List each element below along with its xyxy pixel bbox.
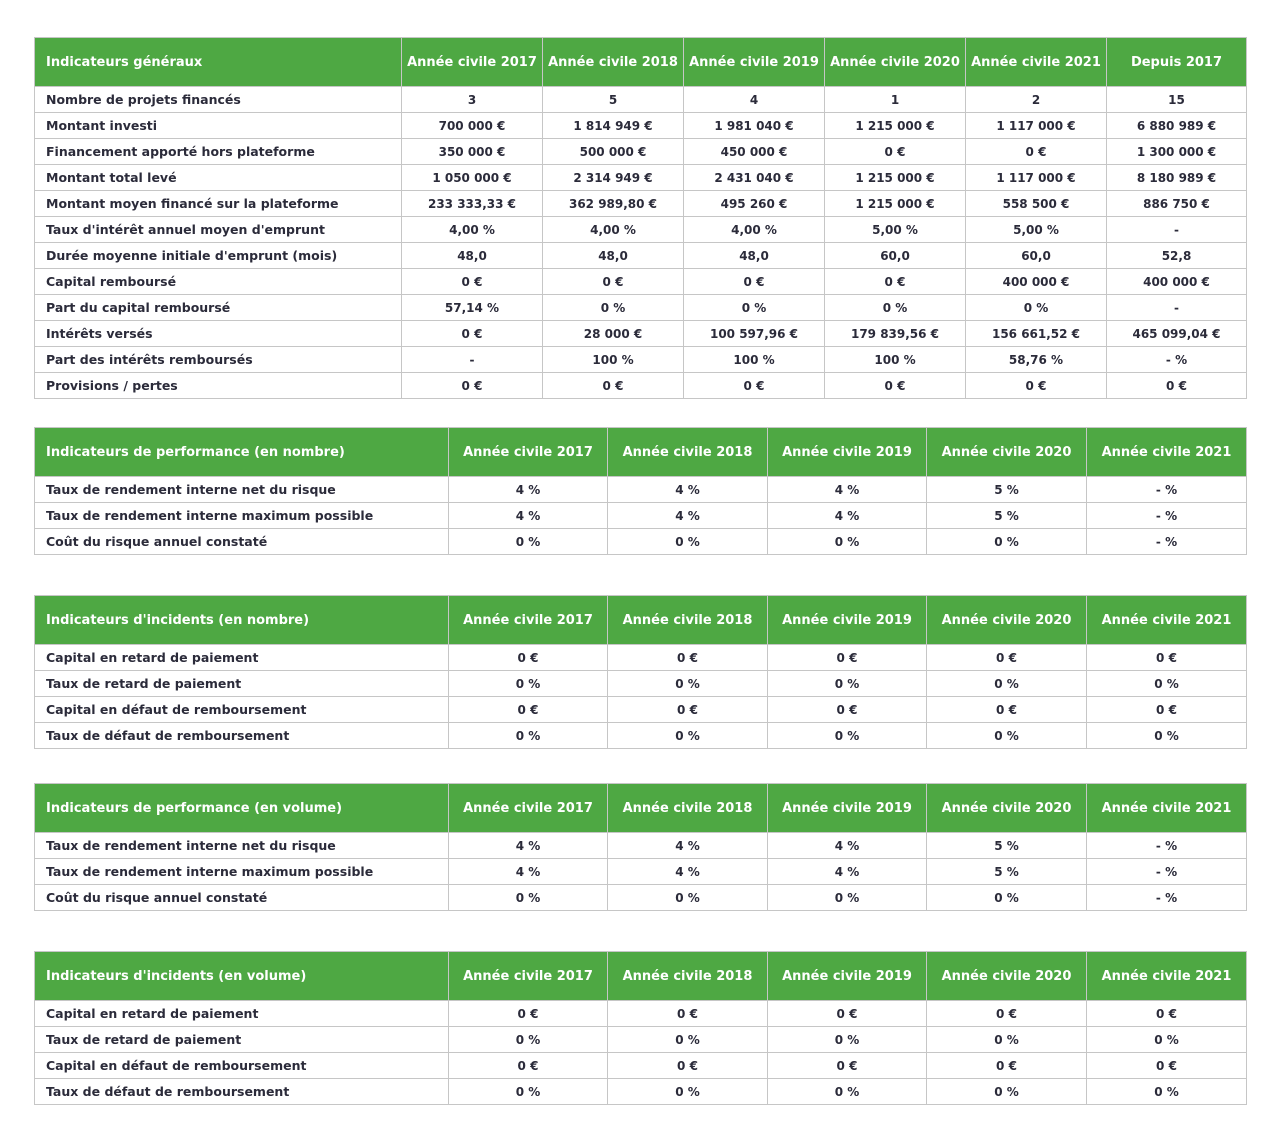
table-cell: 886 750 €	[1107, 191, 1247, 217]
table-cell: 0 €	[449, 697, 608, 723]
performance-count-table	[34, 427, 1247, 555]
table-row	[35, 113, 1247, 139]
table-row	[35, 859, 1247, 885]
table-cell: 0 €	[402, 269, 543, 295]
table-cell: 0 %	[543, 295, 684, 321]
table-cell: 1 117 000 €	[966, 113, 1107, 139]
table-cell: 48,0	[543, 243, 684, 269]
table-cell: 233 333,33 €	[402, 191, 543, 217]
table-cell: - %	[1107, 347, 1247, 373]
column-header: Année civile 2017	[402, 38, 543, 87]
table-cell: 0 %	[768, 1079, 927, 1105]
table-row	[35, 139, 1247, 165]
table-row	[35, 833, 1247, 859]
table-row	[35, 1053, 1247, 1079]
table-cell: 48,0	[402, 243, 543, 269]
table-cell: 0 €	[402, 373, 543, 399]
column-header: Année civile 2019	[768, 596, 927, 645]
column-header: Année civile 2021	[1087, 952, 1247, 1001]
table-cell: 4 %	[768, 477, 927, 503]
row-label: Provisions / pertes	[35, 373, 402, 399]
column-header: Depuis 2017	[1107, 38, 1247, 87]
table-cell: 0 €	[608, 697, 768, 723]
column-header: Indicateurs d'incidents (en volume)	[35, 952, 449, 1001]
table-cell: 0 €	[1107, 373, 1247, 399]
table-cell: -	[1107, 217, 1247, 243]
table-cell: 0 €	[449, 645, 608, 671]
table-cell: 0 €	[768, 697, 927, 723]
table-cell: 4 %	[768, 503, 927, 529]
table-cell: 0 %	[608, 1027, 768, 1053]
table-cell: 4 %	[449, 833, 608, 859]
table-cell: 0 %	[608, 529, 768, 555]
column-header: Indicateurs d'incidents (en nombre)	[35, 596, 449, 645]
table-cell: 0 %	[927, 885, 1087, 911]
table-row	[35, 295, 1247, 321]
table-cell: 58,76 %	[966, 347, 1107, 373]
table-cell: 1	[825, 87, 966, 113]
table-header-row	[35, 38, 1247, 87]
table-cell: 5 %	[927, 833, 1087, 859]
table-cell: 558 500 €	[966, 191, 1107, 217]
table-cell: 8 180 989 €	[1107, 165, 1247, 191]
table-cell: 0 %	[449, 1079, 608, 1105]
table-cell: 5 %	[927, 859, 1087, 885]
row-label: Taux de rendement interne net du risque	[35, 833, 449, 859]
table-cell: 0 €	[825, 139, 966, 165]
table-cell: 60,0	[825, 243, 966, 269]
row-label: Taux de retard de paiement	[35, 1027, 449, 1053]
table-cell: 0 %	[449, 723, 608, 749]
general-indicators-table	[34, 37, 1247, 399]
row-label: Montant investi	[35, 113, 402, 139]
table-cell: 0 €	[1087, 1001, 1247, 1027]
row-label: Capital remboursé	[35, 269, 402, 295]
table-cell: - %	[1087, 859, 1247, 885]
table-cell: 179 839,56 €	[825, 321, 966, 347]
row-label: Taux de défaut de remboursement	[35, 1079, 449, 1105]
row-label: Capital en défaut de remboursement	[35, 1053, 449, 1079]
table-row	[35, 885, 1247, 911]
table-cell: 0 €	[825, 373, 966, 399]
table-cell: 0 €	[966, 373, 1107, 399]
table-cell: 400 000 €	[1107, 269, 1247, 295]
table-cell: 1 300 000 €	[1107, 139, 1247, 165]
table-row	[35, 1027, 1247, 1053]
table-cell: 0 %	[1087, 1027, 1247, 1053]
table-cell: 48,0	[684, 243, 825, 269]
table-cell: 350 000 €	[402, 139, 543, 165]
table-cell: 1 981 040 €	[684, 113, 825, 139]
table-row	[35, 191, 1247, 217]
table-cell: 0 €	[768, 645, 927, 671]
table-row	[35, 697, 1247, 723]
table-cell: 1 814 949 €	[543, 113, 684, 139]
row-label: Capital en retard de paiement	[35, 645, 449, 671]
table-cell: 4	[684, 87, 825, 113]
table-cell: -	[1107, 295, 1247, 321]
table-cell: 2 314 949 €	[543, 165, 684, 191]
table-row	[35, 373, 1247, 399]
table-cell: 100 %	[825, 347, 966, 373]
column-header: Indicateurs généraux	[35, 38, 402, 87]
table-cell: 4 %	[608, 833, 768, 859]
table-cell: 362 989,80 €	[543, 191, 684, 217]
table-cell: 450 000 €	[684, 139, 825, 165]
table-cell: 0 €	[927, 1001, 1087, 1027]
column-header: Année civile 2018	[608, 596, 768, 645]
table-cell: 0 %	[768, 723, 927, 749]
table-cell: 0 %	[768, 1027, 927, 1053]
column-header: Année civile 2018	[608, 784, 768, 833]
table-cell: 57,14 %	[402, 295, 543, 321]
table-row	[35, 269, 1247, 295]
table-row	[35, 529, 1247, 555]
table-cell: 4,00 %	[402, 217, 543, 243]
table-cell: 2 431 040 €	[684, 165, 825, 191]
table-cell: 100 %	[684, 347, 825, 373]
table-cell: 0 €	[608, 645, 768, 671]
column-header: Année civile 2020	[927, 596, 1087, 645]
table-cell: 28 000 €	[543, 321, 684, 347]
table-cell: 0 €	[449, 1053, 608, 1079]
row-label: Montant total levé	[35, 165, 402, 191]
table-cell: 0 %	[768, 885, 927, 911]
column-header: Année civile 2021	[1087, 784, 1247, 833]
table-cell: 0 %	[684, 295, 825, 321]
table-cell: 3	[402, 87, 543, 113]
table-cell: 400 000 €	[966, 269, 1107, 295]
table-cell: 1 215 000 €	[825, 113, 966, 139]
column-header: Indicateurs de performance (en nombre)	[35, 428, 449, 477]
row-label: Coût du risque annuel constaté	[35, 885, 449, 911]
table-row	[35, 243, 1247, 269]
table-cell: 0 €	[449, 1001, 608, 1027]
table-row	[35, 503, 1247, 529]
row-label: Capital en défaut de remboursement	[35, 697, 449, 723]
table-cell: 4 %	[768, 833, 927, 859]
column-header: Année civile 2021	[966, 38, 1107, 87]
row-label: Taux de rendement interne net du risque	[35, 477, 449, 503]
table-cell: 0 %	[927, 671, 1087, 697]
row-label: Durée moyenne initiale d'emprunt (mois)	[35, 243, 402, 269]
table-cell: 6 880 989 €	[1107, 113, 1247, 139]
table-cell: 100 597,96 €	[684, 321, 825, 347]
column-header: Année civile 2020	[927, 952, 1087, 1001]
table-cell: 100 %	[543, 347, 684, 373]
table-cell: 0 %	[608, 723, 768, 749]
column-header: Année civile 2020	[825, 38, 966, 87]
column-header: Année civile 2018	[608, 952, 768, 1001]
table-cell: 5 %	[927, 503, 1087, 529]
table-cell: 0 %	[608, 1079, 768, 1105]
table-cell: 0 %	[927, 1027, 1087, 1053]
incidents-volume-table	[34, 951, 1247, 1105]
column-header: Année civile 2020	[927, 428, 1087, 477]
table-cell: 0 %	[927, 529, 1087, 555]
table-cell: 4,00 %	[543, 217, 684, 243]
table-cell: 4 %	[608, 477, 768, 503]
table-cell: 0 €	[825, 269, 966, 295]
table-cell: 0 €	[543, 269, 684, 295]
table-cell: - %	[1087, 885, 1247, 911]
table-cell: 0 €	[684, 373, 825, 399]
table-cell: 4 %	[449, 859, 608, 885]
table-cell: 52,8	[1107, 243, 1247, 269]
table-row	[35, 87, 1247, 113]
table-cell: 0 €	[684, 269, 825, 295]
column-header: Année civile 2017	[449, 596, 608, 645]
table-cell: 4,00 %	[684, 217, 825, 243]
row-label: Capital en retard de paiement	[35, 1001, 449, 1027]
performance-volume-table	[34, 783, 1247, 911]
table-cell: 0 €	[966, 139, 1107, 165]
table-cell: 0 €	[402, 321, 543, 347]
table-cell: 0 €	[768, 1053, 927, 1079]
table-cell: 465 099,04 €	[1107, 321, 1247, 347]
table-cell: 0 %	[1087, 1079, 1247, 1105]
column-header: Indicateurs de performance (en volume)	[35, 784, 449, 833]
table-cell: 2	[966, 87, 1107, 113]
table-row	[35, 321, 1247, 347]
table-cell: 0 €	[927, 697, 1087, 723]
table-cell: 0 €	[608, 1001, 768, 1027]
table-row	[35, 347, 1247, 373]
table-cell: 4 %	[608, 859, 768, 885]
table-cell: 15	[1107, 87, 1247, 113]
column-header: Année civile 2017	[449, 428, 608, 477]
column-header: Année civile 2019	[684, 38, 825, 87]
incidents-count-table	[34, 595, 1247, 749]
row-label: Montant moyen financé sur la plateforme	[35, 191, 402, 217]
table-cell: 0 €	[768, 1001, 927, 1027]
table-cell: 0 €	[543, 373, 684, 399]
column-header: Année civile 2019	[768, 784, 927, 833]
column-header: Année civile 2021	[1087, 596, 1247, 645]
column-header: Année civile 2018	[543, 38, 684, 87]
table-cell: -	[402, 347, 543, 373]
table-header-row	[35, 596, 1247, 645]
row-label: Taux de défaut de remboursement	[35, 723, 449, 749]
table-cell: - %	[1087, 833, 1247, 859]
table-header-row	[35, 428, 1247, 477]
table-cell: 5,00 %	[966, 217, 1107, 243]
table-cell: 0 €	[927, 1053, 1087, 1079]
table-cell: 495 260 €	[684, 191, 825, 217]
row-label: Part des intérêts remboursés	[35, 347, 402, 373]
table-cell: 1 215 000 €	[825, 191, 966, 217]
table-cell: 0 %	[449, 1027, 608, 1053]
column-header: Année civile 2020	[927, 784, 1087, 833]
row-label: Coût du risque annuel constaté	[35, 529, 449, 555]
table-cell: 0 €	[608, 1053, 768, 1079]
row-label: Taux de rendement interne maximum possible	[35, 503, 449, 529]
table-cell: 500 000 €	[543, 139, 684, 165]
row-label: Financement apporté hors plateforme	[35, 139, 402, 165]
table-row	[35, 217, 1247, 243]
table-cell: 700 000 €	[402, 113, 543, 139]
table-cell: 0 %	[825, 295, 966, 321]
table-row	[35, 671, 1247, 697]
table-cell: 4 %	[449, 503, 608, 529]
table-cell: 1 050 000 €	[402, 165, 543, 191]
table-cell: 4 %	[449, 477, 608, 503]
column-header: Année civile 2017	[449, 952, 608, 1001]
table-row	[35, 477, 1247, 503]
table-cell: 0 %	[1087, 723, 1247, 749]
table-cell: 0 €	[1087, 1053, 1247, 1079]
table-cell: 0 €	[927, 645, 1087, 671]
table-cell: 0 %	[927, 1079, 1087, 1105]
table-cell: 1 215 000 €	[825, 165, 966, 191]
table-cell: 4 %	[608, 503, 768, 529]
table-cell: 5 %	[927, 477, 1087, 503]
table-cell: 0 %	[449, 671, 608, 697]
table-row	[35, 645, 1247, 671]
table-cell: 0 %	[449, 529, 608, 555]
table-cell: 5,00 %	[825, 217, 966, 243]
table-cell: 0 €	[1087, 645, 1247, 671]
table-row	[35, 165, 1247, 191]
table-row	[35, 1079, 1247, 1105]
table-cell: - %	[1087, 477, 1247, 503]
table-cell: 156 661,52 €	[966, 321, 1107, 347]
table-cell: 0 %	[608, 885, 768, 911]
table-cell: 5	[543, 87, 684, 113]
table-cell: 0 %	[449, 885, 608, 911]
table-row	[35, 1001, 1247, 1027]
table-row	[35, 723, 1247, 749]
table-cell: 0 %	[966, 295, 1107, 321]
table-cell: 0 €	[1087, 697, 1247, 723]
table-cell: 0 %	[927, 723, 1087, 749]
column-header: Année civile 2019	[768, 428, 927, 477]
table-header-row	[35, 952, 1247, 1001]
column-header: Année civile 2017	[449, 784, 608, 833]
table-cell: 4 %	[768, 859, 927, 885]
table-cell: - %	[1087, 503, 1247, 529]
table-cell: 0 %	[768, 529, 927, 555]
table-cell: 0 %	[608, 671, 768, 697]
table-cell: - %	[1087, 529, 1247, 555]
row-label: Part du capital remboursé	[35, 295, 402, 321]
table-cell: 1 117 000 €	[966, 165, 1107, 191]
row-label: Taux de retard de paiement	[35, 671, 449, 697]
column-header: Année civile 2021	[1087, 428, 1247, 477]
row-label: Intérêts versés	[35, 321, 402, 347]
column-header: Année civile 2019	[768, 952, 927, 1001]
column-header: Année civile 2018	[608, 428, 768, 477]
row-label: Taux d'intérêt annuel moyen d'emprunt	[35, 217, 402, 243]
table-header-row	[35, 784, 1247, 833]
table-cell: 0 %	[768, 671, 927, 697]
row-label: Nombre de projets financés	[35, 87, 402, 113]
row-label: Taux de rendement interne maximum possible	[35, 859, 449, 885]
table-cell: 60,0	[966, 243, 1107, 269]
table-cell: 0 %	[1087, 671, 1247, 697]
